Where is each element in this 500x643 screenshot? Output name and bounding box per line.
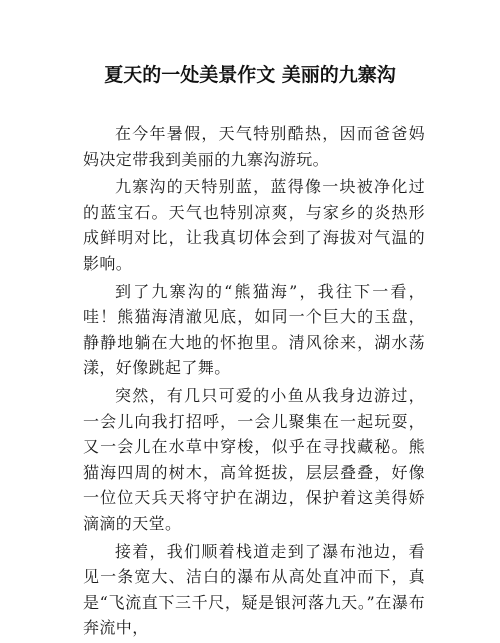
paragraph: 接着，我们顺着栈道走到了瀑布池边，看见一条宽大、洁白的瀑布从高处直冲而下，真是“飞流直下三千尺，疑是银河落九天。”在瀑布奔流中，	[83, 541, 425, 638]
paragraph: 突然，有几只可爱的小鱼从我身边游过，一会儿向我打招呼，一会儿聚集在一起玩耍，又一会儿在水草中穿梭，似乎在寻找藏秘。熊猫海四周的树木，高耸挺拔，层层叠叠，好像一位位天兵天将守护在湖边，保护着这美得娇滴滴的天堂。	[83, 385, 425, 533]
paragraph: 到了九寨沟的“熊猫海”，我往下一看，哇！熊猫海清澈见底，如同一个巨大的玉盘，静静地躺在大地的怀抱里。清风徐来，湖水荡漾，好像跳起了舞。	[83, 281, 425, 378]
paragraph: 在今年暑假，天气特别酷热，因而爸爸妈妈决定带我到美丽的九寨沟游玩。	[83, 124, 425, 169]
paragraph: 九寨沟的天特别蓝，蓝得像一块被净化过的蓝宝石。天气也特别凉爽，与家乡的炎热形成鲜明对比，让我真切体会到了海拔对气温的影响。	[83, 177, 425, 273]
document-title: 夏天的一处美景作文 美丽的九寨沟	[104, 64, 396, 86]
